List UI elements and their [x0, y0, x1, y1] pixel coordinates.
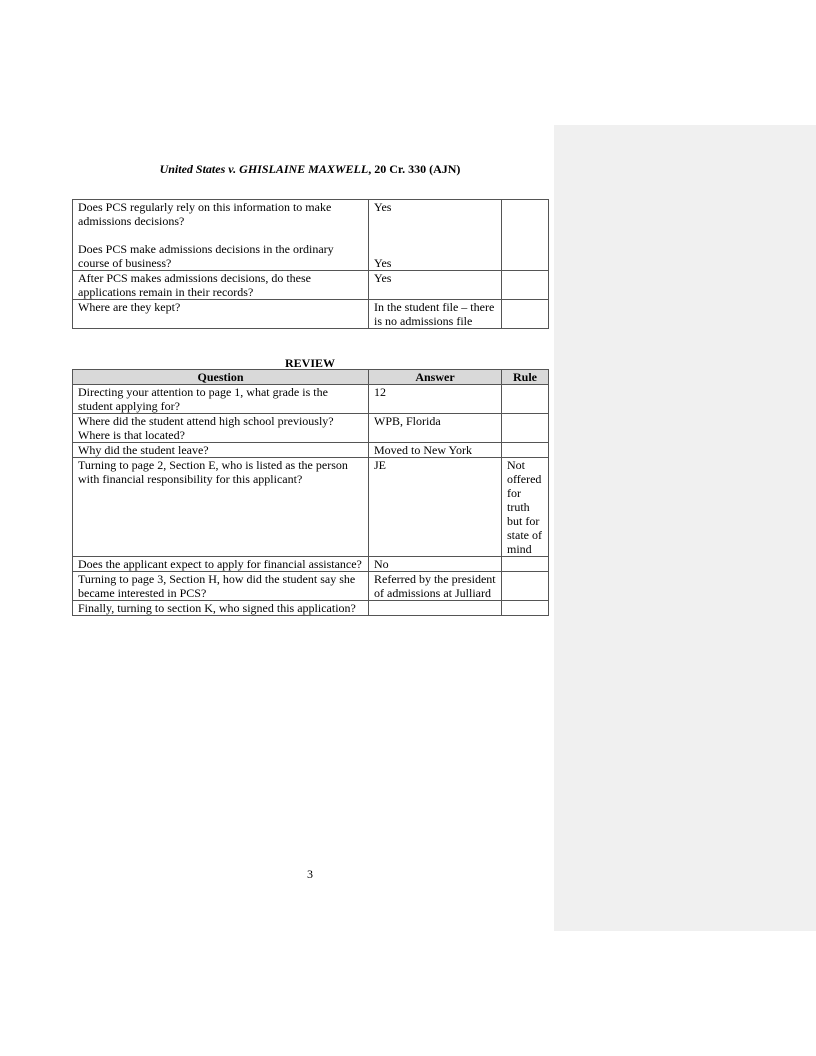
rule-cell [502, 601, 549, 616]
comment-pane [554, 125, 816, 931]
answer-cell: No [369, 557, 502, 572]
question-cell: Does the applicant expect to apply for financial assistance? [73, 557, 369, 572]
table-row [73, 271, 549, 300]
column-header-answer: Answer [369, 370, 502, 385]
page-header [72, 162, 548, 177]
answer-cell [369, 200, 502, 271]
question-cell: Finally, turning to section K, who signed this application? [73, 601, 369, 616]
rule-cell [502, 557, 549, 572]
table-row [73, 443, 549, 458]
rule-cell [502, 385, 549, 414]
answer-text: Yes [374, 256, 392, 270]
case-name: United States v. GHISLAINE MAXWELL [159, 162, 369, 176]
rule-cell [502, 572, 549, 601]
column-header-question: Question [73, 370, 369, 385]
question-cell: After PCS makes admissions decisions, do these applications remain in their records? [73, 271, 369, 300]
table-header-row [73, 370, 549, 385]
review-table [72, 369, 549, 616]
table-row [73, 300, 549, 329]
question-cell [73, 200, 369, 271]
question-cell: Directing your attention to page 1, what grade is the student applying for? [73, 385, 369, 414]
answer-cell: In the student file – there is no admissions file [369, 300, 502, 329]
column-header-rule: Rule [502, 370, 549, 385]
table-row [73, 601, 549, 616]
rule-cell [502, 200, 549, 271]
rule-cell [502, 300, 549, 329]
rule-cell [502, 414, 549, 443]
case-number: , 20 Cr. 330 (AJN) [368, 162, 461, 176]
question-cell: Why did the student leave? [73, 443, 369, 458]
review-title: REVIEW [284, 356, 335, 370]
rule-cell [502, 443, 549, 458]
answer-cell: Referred by the president of admissions at Julliard [369, 572, 502, 601]
foundation-table [72, 199, 549, 329]
question-cell: Where are they kept? [73, 300, 369, 329]
table-row [73, 458, 549, 557]
rule-cell: Not offered for truth but for state of mind [502, 458, 549, 557]
answer-cell: 12 [369, 385, 502, 414]
answer-cell: WPB, Florida [369, 414, 502, 443]
answer-cell: JE [369, 458, 502, 557]
question-cell: Turning to page 2, Section E, who is listed as the person with financial responsibility for this applicant? [73, 458, 369, 557]
answer-cell: Moved to New York [369, 443, 502, 458]
question-text: Does PCS regularly rely on this information to make admissions decisions? [78, 200, 332, 228]
question-cell: Turning to page 3, Section H, how did the student say she became interested in PCS? [73, 572, 369, 601]
answer-cell [369, 601, 502, 616]
answer-cell: Yes [369, 271, 502, 300]
question-cell: Where did the student attend high school previously? Where is that located? [73, 414, 369, 443]
table-row [73, 200, 549, 271]
page-number: 3 [307, 867, 313, 881]
table-row [73, 572, 549, 601]
table-row [73, 557, 549, 572]
rule-cell [502, 271, 549, 300]
question-text: Does PCS make admissions decisions in the ordinary course of business? [78, 242, 334, 270]
table-row [73, 414, 549, 443]
table-row [73, 385, 549, 414]
answer-text: Yes [374, 200, 392, 214]
